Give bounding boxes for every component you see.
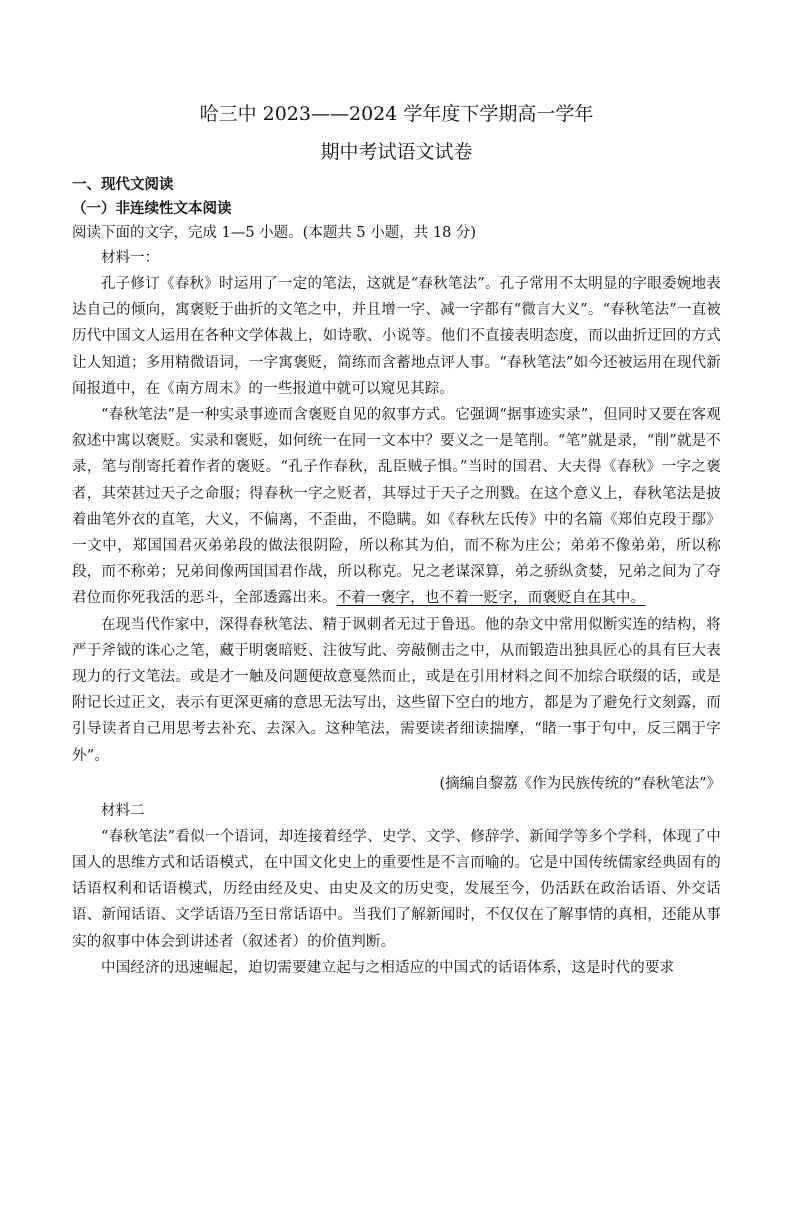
exam-page: [0, 101, 793, 1224]
material1-paragraph-2-text: “春秋笔法”是一种实录事迹而含褒贬自见的叙事方式。它强调“据事迹实录”，但同时又要在客观叙述中寓以褒贬。实录和褒贬，如何统一在同一文本中？要义之一是笔削。“笔”就是录，“削”就是不录，笔与削寄托着作者的褒贬。“孔子作春秋，乱臣贼子惧。”当时的国君、大夫得《春秋》一字之褒者，其荣甚过天子之命服；得春秋一字之贬者，其辱过于天子之刑戮。在这个意义上，春秋笔法是披着曲笔外衣的直笔，大义，不偏离，不歪曲，不隐瞒。如《春秋左氏传》中的名篇《郑伯克段于鄢》一文中，郑国国君灭弟弟段的做法很阴险，所以称其为伯，而不称为庄公；弟弟不像弟弟，所以称段，而不称弟；兄弟间像两国国君作战，所以称克。兄之老谋深算，弟之骄纵贪婪，兄弟之间为了夺君位而你死我活的恶斗，全部透露出来。: [72, 407, 721, 607]
material1-label: 材料一：: [101, 250, 159, 266]
material1-paragraph-1: 孔子修订《春秋》时运用了一定的笔法，这就是“春秋笔法”。孔子常用不太明显的字眼委婉地表达自己的倾向，寓褒贬于曲折的文笔之中，并且增一字、减一字都有“微言大义”。“春秋笔法”一直被历代中国文人运用在各种文学体裁上，如诗歌、小说等。他们不直接表明态度，而以曲折迂回的方式让人知道；多用精微语词，一字寓褒贬，简练而含蓄地点评人事。“春秋笔法”如今还被运用在现代新闻报道中，在《南方周末》的一些报道中就可以窥见其踪。: [72, 276, 721, 397]
material1-paragraph-3: 在现当代作家中，深得春秋笔法、精于讽刺者无过于鲁迅。他的杂文中常用似断实连的结构，将严于斧钺的诛心之笔，藏于明褒暗贬、注彼写此、旁敲侧击之中，从而锻造出独具匠心的具有巨大表现力的行文笔法。或是才一触及问题便故意戛然而止，或是在引用材料之间不加综合联缀的话，或是附记长过正文，表示有更深更痛的意思无法写出，这些留下空白的地方，都是为了避免行文刻露，而引导读者自己用思考去补充、去深入。这种笔法，需要读者细读揣摩，“睹一事于句中，反三隅于字外”。: [72, 616, 721, 764]
reading-instruction: 阅读下面的文字，完成 1—5 小题。(本题共 5 小题，共 18 分): [72, 225, 477, 241]
underlined-sentence: 不着一褒字，也不着一贬字，而褒贬自在其中。: [336, 590, 646, 607]
exam-title-line2: 期中考试语文试卷: [320, 141, 473, 163]
material2-label: 材料二: [101, 802, 145, 819]
exam-title-line1: 哈三中 2023——2024 学年度下学期高一学年: [199, 103, 594, 125]
material1-source: (摘编自黎荔《作为民族传统的“春秋笔法”》: [439, 775, 721, 792]
subsection-heading: （一）非连续性文本阅读: [72, 201, 232, 217]
section-heading: 一、现代文阅读: [72, 177, 174, 193]
material1-paragraph-2: [72, 402, 721, 612]
material2-paragraph-2: 中国经济的迅速崛起，迫切需要建立起与之相适应的中国式的话语体系，这是时代的要求: [101, 959, 675, 976]
material2-paragraph-1: “春秋笔法”看似一个语词，却连接着经学、史学、文学、修辞学、新闻学等多个学科，体现了中国人的思维方式和话语模式，在中国文化史上的重要性是不言而喻的。它是中国传统儒家经典固有的话语权利和话语模式，历经由经及史、由史及文的历史变，发展至今，仍活跃在政治话语、外交话语、新闻话语、文学话语乃至日常话语中。当我们了解新闻时，不仅仅在了解事情的真相，还能从事实的叙事中体会到讲述者（叙述者）的价值判断。: [72, 828, 721, 950]
